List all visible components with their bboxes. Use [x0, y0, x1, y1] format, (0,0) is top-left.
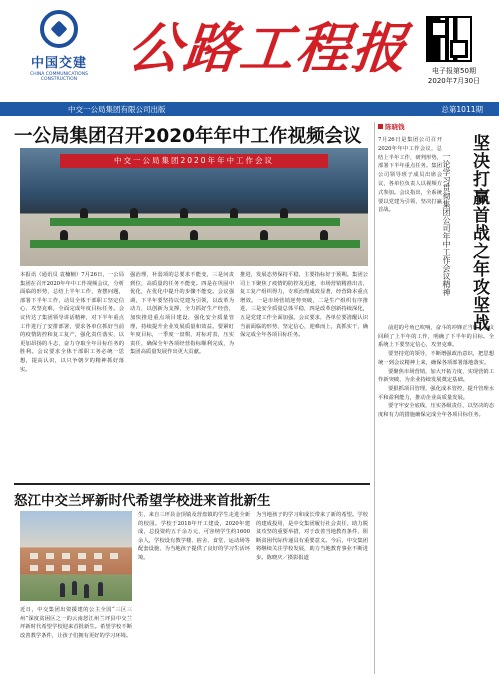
- photo-person: [80, 208, 88, 218]
- section-divider: [14, 483, 370, 485]
- photo-student: [72, 581, 77, 595]
- logo: [14, 10, 104, 98]
- second-headline: 怒江中交兰坪新时代希望学校进来首批新生: [14, 493, 271, 509]
- commentary-paragraph: 要狠抓项目管理，强化成本管控，提升管理水平和盈利能力，推动企业高质量发展。: [378, 385, 494, 401]
- column-divider: [374, 122, 375, 674]
- commentary-paragraph: 要聚焦市场营销，加大开拓力度，实现营销工作新突破，为企业持续发展奠定基础。: [378, 368, 494, 384]
- photo-student: [84, 584, 89, 598]
- photo-window: [62, 565, 70, 571]
- masthead: [0, 0, 499, 100]
- commentary-paragraph: 要守牢安全底线，压实各级责任，以坚决的态度和有力的措施确保完成全年各项目标任务。: [378, 403, 494, 419]
- photo-window: [94, 553, 102, 559]
- commentary-body: [378, 324, 494, 674]
- qr-code-icon: [426, 16, 472, 62]
- photo-person: [320, 230, 328, 240]
- newspaper-title: 公路工程报: [124, 16, 412, 80]
- photo-person: [190, 230, 198, 240]
- lead-column-2: 强治理，补弱项的总要求不能变，三是问责到位，高质量的任务不能变。四是在巩固中优化，在优化中提升的步骤不能变。会议强调，下半年要坚持以党建为引领，以改革为动力，以创新为支撑，全力抓好生产经营，加快推进重点项目建设，强化安全质量管理，持续提升企业发展质量和效益。要紧盯年度目标，一季度一盘棋，对标对表，压实责任，确保全年各项经营指标顺利完成，为集团高质量发展作出更大贡献。: [130, 272, 234, 356]
- photo-window: [46, 553, 54, 559]
- photo-window: [110, 553, 118, 559]
- photo-person: [120, 230, 128, 240]
- photo-person: [280, 208, 288, 218]
- photo-desk: [30, 240, 360, 248]
- publisher-bar: [0, 102, 499, 116]
- second-column-3: 为当地孩子的学习和成长带来了新的希望。学校的建成投用，是中交集团履行社会责任、助力脱贫攻坚的重要举措，对于改善当地教育条件、阻断贫困代际传递具有重要意义。今后，中交集团将继续关注学校发展，助力当地教育事业不断进步。陈晓庆／摄影报道: [256, 512, 368, 561]
- commentary-intro: 7月26日是集团公司召开2020年年中工作会议，总结上半年工作，研判形势，部署下半年重点任务。集团公司领导班子成员出席会议，各单位负责人以视频方式参加。会议指出，全系统要以党建为引领，坚决打赢首战。: [378, 137, 442, 214]
- issue-date: 2020年7月30日: [427, 77, 481, 85]
- publisher-text: 中交一公局集团有限公司出版: [68, 105, 166, 114]
- issue-number: 电子报第50期: [432, 67, 476, 75]
- lead-photo: [20, 148, 368, 266]
- photo-window: [30, 553, 38, 559]
- photo-window: [78, 553, 86, 559]
- photo-student: [60, 583, 65, 597]
- total-issue-number: 总第1011期: [441, 105, 483, 114]
- school-photo: [20, 511, 132, 601]
- logo-name: 中国交建: [30, 56, 87, 71]
- photo-window: [46, 565, 54, 571]
- logo-subtitle: CHINA COMMUNICATIONS CONSTRUCTION: [30, 72, 88, 82]
- column-author-tag: 陈晓钱: [378, 122, 438, 133]
- photo-window: [94, 565, 102, 571]
- photo-window: [78, 565, 86, 571]
- lead-headline: 一公局集团召开2020年年中工作视频会议: [14, 126, 362, 147]
- commentary-headline: 坚决打赢首战之年攻坚战: [469, 134, 489, 332]
- photo-person: [130, 208, 138, 218]
- photo-person: [260, 230, 268, 240]
- commentary-paragraph: 要坚持党的领导，不断增强政治意识，把思想统一到会议精神上来，确保各项部署落地落实。: [378, 351, 494, 366]
- photo-person: [230, 208, 238, 218]
- photo-person: [180, 208, 188, 218]
- second-column-2: 生，来自三坪县金顶镇及营盘镇的学生走进全新的校园。学校于2018年开工建设，2020年建成，总投资约五千余万元，可容纳学生约1600余人，学校设有教学楼、宿舍、食堂、运动场等配套设施，为当地孩子提供了良好的学习生活环境。: [138, 512, 250, 561]
- photo-student: [98, 582, 103, 596]
- company-logo-icon: [40, 10, 78, 48]
- commentary-subhead: 一论学习贯彻集团公司年中工作会议精神: [442, 152, 451, 296]
- meeting-banner: 中交一公局集团2020年年中工作会议: [60, 154, 328, 168]
- lead-column-1: 本报讯（通讯员 袁楠楠）7月26日，一公局集团在召开2020年年中工作视频会议，分析面临的形势，总结上半年工作，查摆问题，部署下半年工作，动员全体干部职工坚定信心、攻坚克难，全面完成年度目标任务。会议传达了集团领导讲话精神，对下半年重点工作进行了安排部署，要求各单位抓好当前的疫情防控和复工复产，强化责任落实，以更加昂扬的斗志，奋力夺取全年目标任务的胜利。会议要求全体干部职工务必统一思想，提高认识，以只争朝夕的精神抓好落实。: [20, 272, 124, 373]
- photo-window: [62, 553, 70, 559]
- photo-window: [30, 565, 38, 571]
- commentary-paragraph: 前进的号角已吹响，奋斗的冲锋正当时。会议回顾了上半年的工作，明确了下半年的目标。全系统上下要坚定信心，攻坚克难。: [378, 325, 494, 349]
- photo-person: [60, 230, 68, 240]
- lead-column-3: 推进，发展态势保持平稳，主要指标好于预期。集团公司上下聚焦了疫情的防控及迅速，市场营销精准出击，复工复产组织得力，专项治理成效显著，经营降本重点增效。一是市场营销逆势突破，二是生产组织有序推进，三是安全质量总体平稳，四是改革创新持续深化，五是党建工作全面加强。会议要求，各单位要清醒认识当前面临的形势，坚定信心，迎难而上，真抓实干，确保完成全年各项目标任务。: [240, 272, 368, 339]
- school-photo-caption: 近日，中交集团出资援建的公主全国“三区三州”深度贫困区之一的云南怒江州兰坪县中交兰坪新时代希望学校迎来首批新生。希望学校不断改善教学条件，让孩子们拥有更好的学习环境。: [20, 607, 132, 639]
- photo-desk: [50, 218, 340, 226]
